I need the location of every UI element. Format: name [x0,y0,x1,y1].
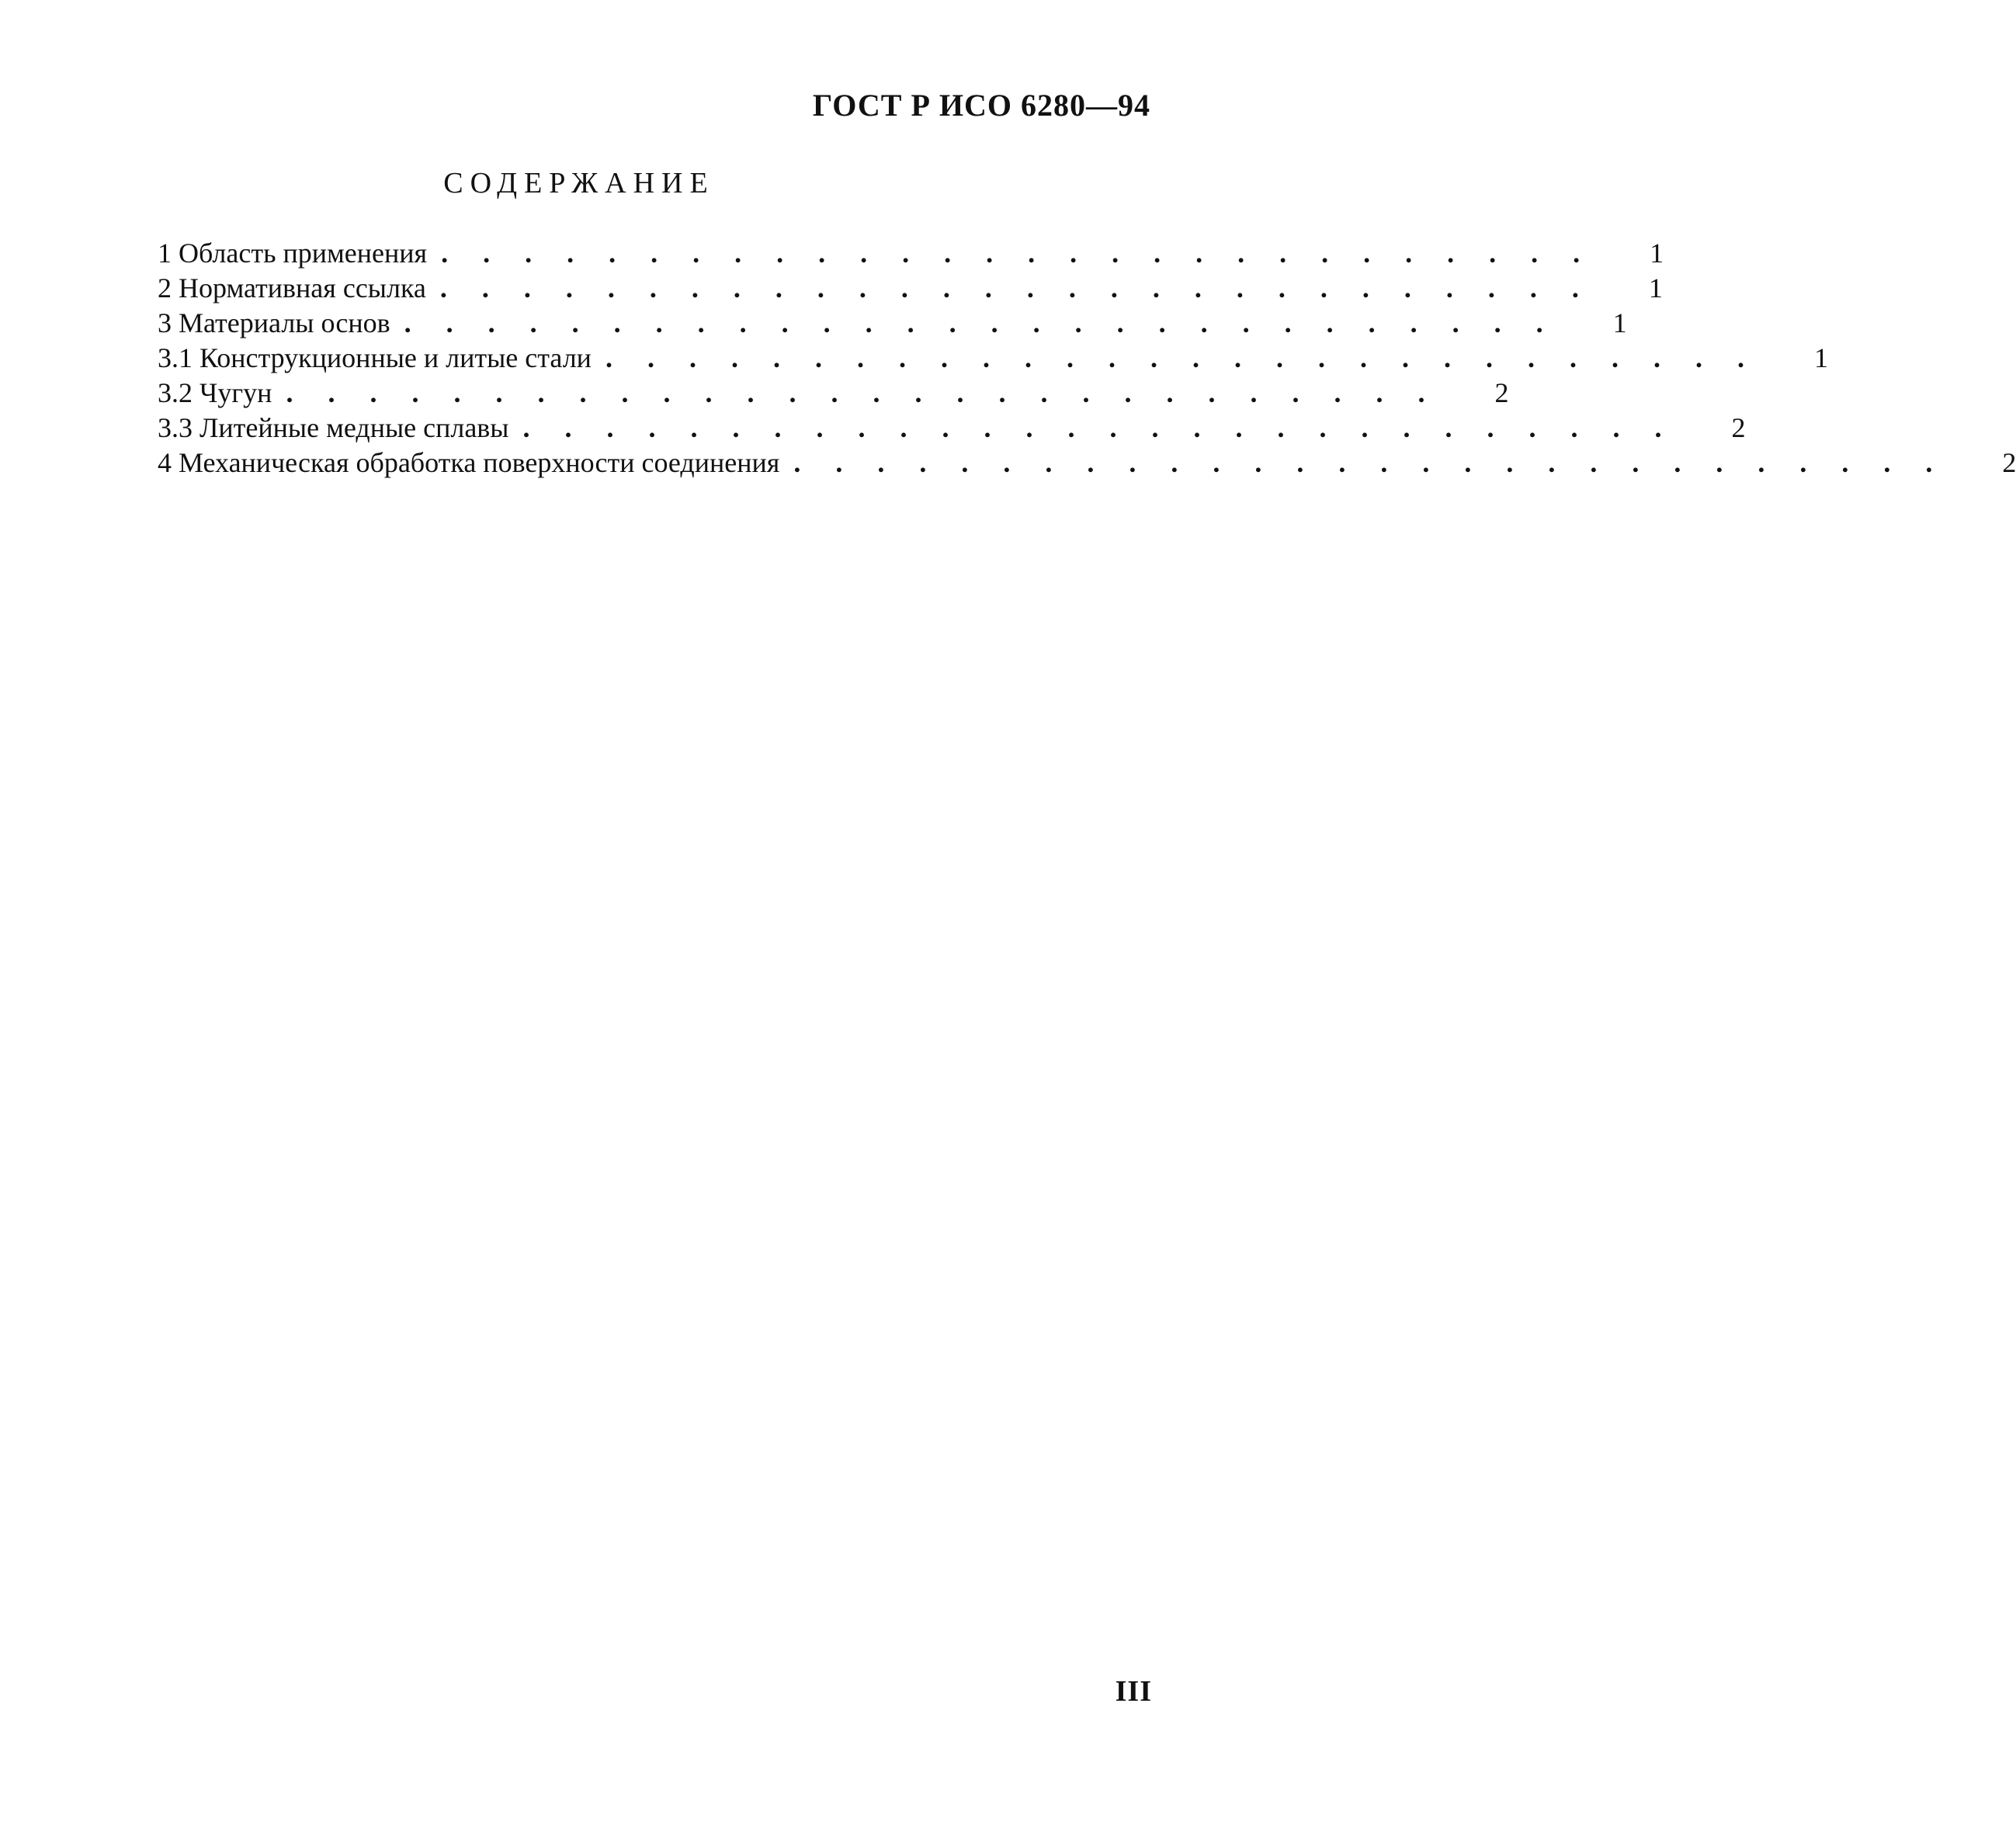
toc-leader-dots: . . . . . . . . . . . . . . . . . . . . . . . . . . . . [286,377,1439,408]
toc-leader-dots: . . . . . . . . . . . . . . . . . . . . . . . . . . . . [404,307,1557,338]
toc-entry-page: 2 [1494,377,1509,408]
toc-leader-dots: . . . . . . . . . . . . . . . . . . . . . . . . . . . . [793,447,1947,478]
toc-entry-page: 2 [1731,412,1746,443]
table-of-contents [158,236,2016,480]
toc-entry-label: 3.2 Чугун [158,377,272,408]
toc-entry-page: 1 [1612,307,1627,338]
toc-leader-dots: . . . . . . . . . . . . . . . . . . . . . . . . . . . . [439,272,1593,304]
toc-entry-label: 3.1 Конструкционные и литые стали [158,342,592,373]
toc-entry-label: 2 Нормативная ссылка [158,272,426,304]
toc-entry[interactable] [158,271,1663,306]
toc-entry-page: 1 [1650,238,1664,269]
toc-entry[interactable] [158,376,1509,411]
toc-entry-page: 1 [1648,272,1663,304]
toc-entry-page: 2 [2002,447,2016,478]
toc-leader-dots: . . . . . . . . . . . . . . . . . . . . . . . . . . . . [441,238,1594,269]
toc-entry-label: 3 Материалы основ [158,307,390,338]
toc-entry-page: 1 [1813,342,1828,373]
toc-entry-label: 3.3 Литейные медные сплавы [158,412,509,443]
toc-leader-dots: . . . . . . . . . . . . . . . . . . . . . . . . . . . . [605,342,1758,373]
toc-entry-label: 4 Механическая обработка поверхности соединения [158,447,780,478]
page-number: III [1115,1675,1152,1708]
toc-entry[interactable] [158,236,1664,271]
toc-entry[interactable] [158,446,2016,480]
toc-entry[interactable] [158,306,1627,341]
toc-title: СОДЕРЖАНИЕ [443,167,715,199]
toc-entry[interactable] [158,411,1746,446]
toc-entry-label: 1 Область применения [158,238,428,269]
document-header: ГОСТ Р ИСО 6280—94 [812,88,1150,123]
toc-entry[interactable] [158,341,1828,376]
toc-leader-dots: . . . . . . . . . . . . . . . . . . . . . . . . . . . . [522,412,1676,443]
